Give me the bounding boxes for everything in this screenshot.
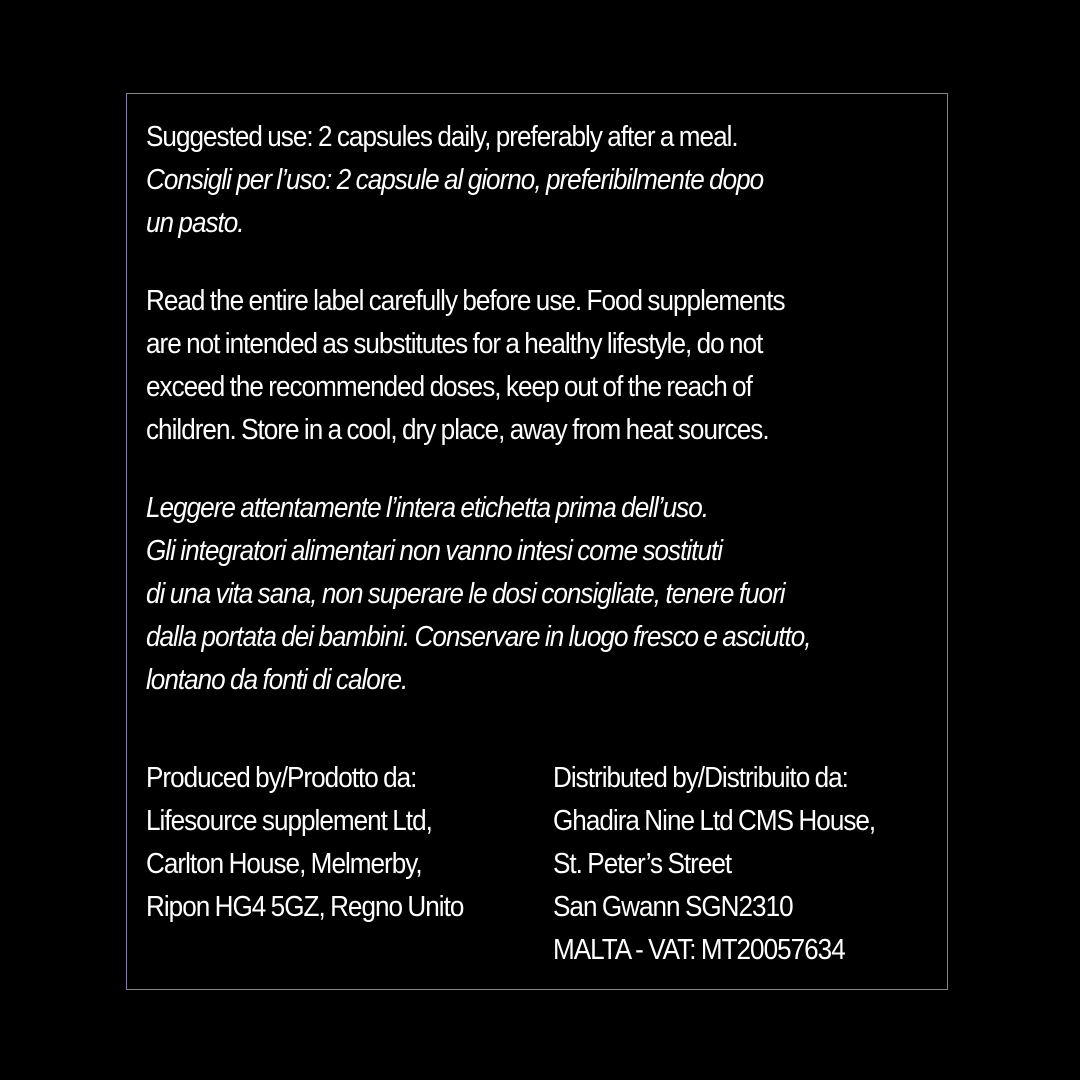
warning-en-line: children. Store in a cool, dry place, away from heat sources. (146, 414, 769, 446)
warning-it-line: di una vita sana, non superare le dosi consigliate, tenere fuori (146, 578, 785, 610)
warning-en-line: exceed the recommended doses, keep out of the reach of (146, 371, 752, 403)
warning-it-line: lontano da fonti di calore. (146, 664, 408, 696)
suggested-use-it-line-1: Consigli per l’uso: 2 capsule al giorno, preferibilmente dopo (146, 164, 764, 196)
warnings-en-paragraph (146, 280, 938, 452)
producer-address-line: Ripon HG4 5GZ, Regno Unito (146, 891, 464, 923)
distributor-address-block (553, 757, 875, 972)
producer-address-line: Carlton House, Melmerby, (146, 848, 422, 880)
distributor-address-line: MALTA - VAT: MT20057634 (553, 934, 845, 966)
suggested-use-it-line-2: un pasto. (146, 207, 244, 239)
warning-it-line: dalla portata dei bambini. Conservare in luogo fresco e asciutto, (146, 621, 811, 653)
distributor-address-line: San Gwann SGN2310 (553, 891, 793, 923)
warning-it-line: Leggere attentamente l’intera etichetta prima dell’uso. (146, 492, 709, 524)
producer-address-line: Lifesource supplement Ltd, (146, 805, 432, 837)
warning-en-line: Read the entire label carefully before use. Food supplements (146, 285, 785, 317)
warning-it-line: Gli integratori alimentari non vanno intesi come sostituti (146, 535, 723, 567)
distributor-address-line: St. Peter’s Street (553, 848, 732, 880)
suggested-use-en: Suggested use: 2 capsules daily, preferably after a meal. (146, 121, 738, 153)
producer-address-block (146, 757, 463, 929)
distributor-address-line: Ghadira Nine Ltd CMS House, (553, 805, 876, 837)
warning-en-line: are not intended as substitutes for a healthy lifestyle, do not (146, 328, 763, 360)
producer-heading: Produced by/Prodotto da: (146, 762, 417, 794)
warnings-it-paragraph (146, 487, 938, 702)
distributor-heading: Distributed by/Distribuito da: (553, 762, 848, 794)
suggested-use-paragraph (146, 116, 938, 245)
